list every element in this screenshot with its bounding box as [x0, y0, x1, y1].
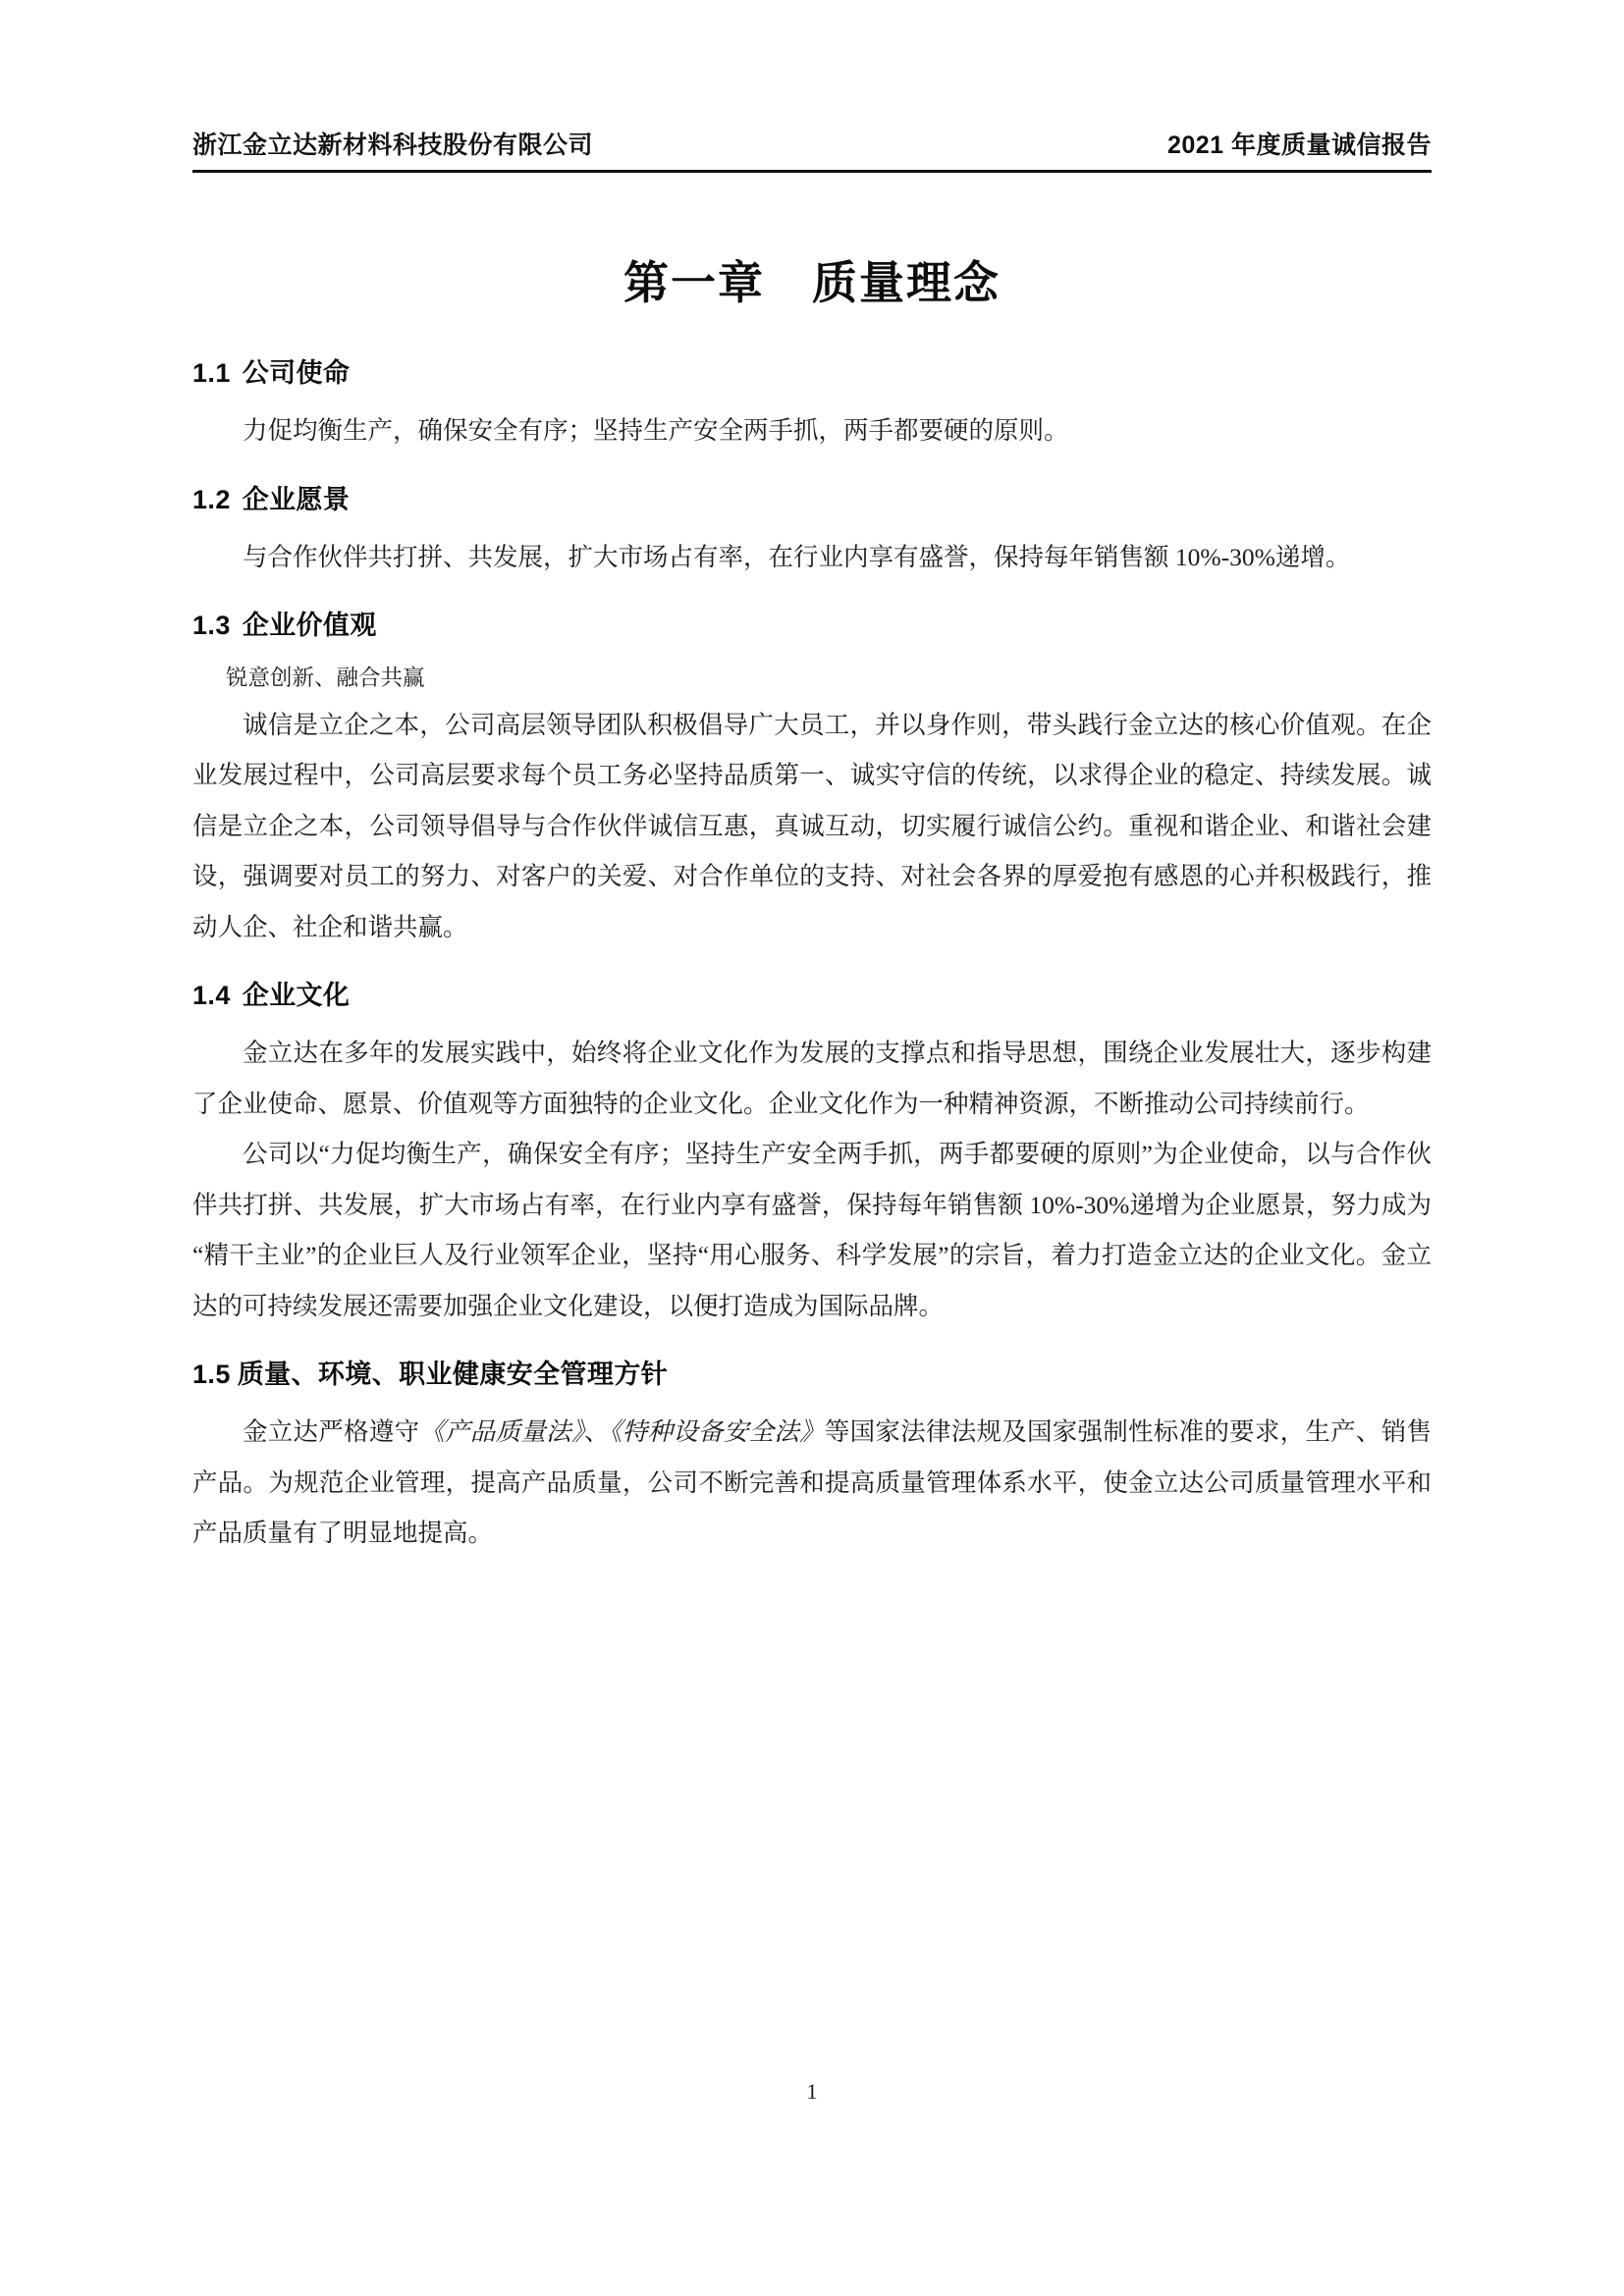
header-company-name: 浙江金立达新材料科技股份有限公司	[192, 132, 594, 159]
section-number-1-4: 1.4	[192, 981, 231, 1011]
section-heading-1-2	[192, 478, 1432, 516]
section-number-1-2: 1.2	[192, 484, 231, 514]
page-number: 1	[806, 2079, 818, 2104]
spacer	[192, 396, 1432, 405]
paragraph-1-5-1	[192, 1407, 1432, 1559]
section-heading-1-4	[192, 974, 1432, 1012]
section-number-1-5: 1.5	[192, 1360, 231, 1390]
law-title-product-quality: 《产品质量法》	[419, 1417, 584, 1447]
section-heading-1-1	[192, 351, 1432, 390]
paragraph-1-4-1: 金立达在多年的发展实践中，始终将企业文化作为发展的支撑点和指导思想，围绕企业发展壮大，逐步构建了企业使命、愿景、价值观等方面独特的企业文化。企业文化作为一种精神资源，不断推动公司持续前行。	[192, 1039, 1432, 1118]
spacer	[192, 456, 1432, 478]
paragraph-1-4-2: 公司以“力促均衡生产，确保安全有序；坚持生产安全两手抓，两手都要硬的原则”为企业使命，以与合作伙伴共打拼、共发展，扩大市场占有率，在行业内享有盛誉，保持每年销售额 10%-30%递增为企业愿景，努力成为“精干主业”的企业巨人及行业领军企业，坚持“用心服务、科学发展”的宗旨，着力打造金立达的企业文化。金立达的可持续发展还需要加强企业文化建设，以便打造成为国际品牌。	[192, 1140, 1432, 1320]
spacer	[192, 648, 1432, 658]
paragraph-1-5-text-b: 、	[583, 1417, 610, 1447]
spacer	[192, 522, 1432, 532]
law-title-special-equipment-safety: 《特种设备安全法》	[609, 1417, 825, 1447]
header-report-title: 2021 年度质量诚信报告	[1166, 132, 1432, 159]
section-title-1-3: 企业价值观	[242, 611, 377, 640]
spacer	[192, 1018, 1432, 1028]
spacer	[192, 1331, 1432, 1353]
paragraph-1-5-text-a: 金立达严格遵守	[243, 1417, 420, 1447]
section-title-1-1: 公司使命	[242, 358, 351, 388]
section-title-1-4: 企业文化	[242, 981, 351, 1011]
paragraph-1-5-text-c: 等国家法律法规及国家强制性标准的要求，生产、销售产品。为规范企业管理，提高产品质量，公司不断完善和提高质量管理体系水平，使金立达公司质量管理水平和产品质量有了明显地提高。	[192, 1417, 1432, 1548]
paragraph-1-1-1: 力促均衡生产，确保安全有序；坚持生产安全两手抓，两手都要硬的原则。	[243, 416, 1069, 445]
section-number-1-1: 1.1	[192, 358, 231, 388]
chapter-title: 第一章 质量理念	[623, 257, 1001, 308]
spacer	[192, 582, 1432, 604]
paragraph-1-2-1: 与合作伙伴共打拼、共发展，扩大市场占有率，在行业内享有盛誉，保持每年销售额 10%-30%递增。	[243, 542, 1351, 571]
running-header	[192, 126, 1432, 161]
value-motto: 锐意创新、融合共赢	[226, 666, 425, 690]
section-title-1-5: 质量、环境、职业健康安全管理方针	[237, 1360, 669, 1390]
spacer	[192, 952, 1432, 974]
section-heading-1-3	[192, 604, 1432, 642]
section-number-1-3: 1.3	[192, 611, 231, 640]
document-body	[192, 206, 1432, 1559]
paragraph-1-3-1: 诚信是立企之本，公司高层领导团队积极倡导广大员工，并以身作则，带头践行金立达的核心价值观。在企业发展过程中，公司高层要求每个员工务必坚持品质第一、诚实守信的传统，以求得企业的稳定、持续发展。诚信是立企之本，公司领导倡导与合作伙伴诚信互惠，真诚互动，切实履行诚信公约。重视和谐企业、和谐社会建设，强调要对员工的努力、对客户的关爱、对合作单位的支持、对社会各界的厚爱抱有感恩的心并积极践行，推动人企、社企和谐共赢。	[192, 710, 1432, 941]
section-title-1-2: 企业愿景	[242, 484, 351, 514]
header-divider-rule	[192, 170, 1432, 173]
spacer	[192, 1397, 1432, 1407]
section-heading-1-5	[192, 1353, 1432, 1391]
